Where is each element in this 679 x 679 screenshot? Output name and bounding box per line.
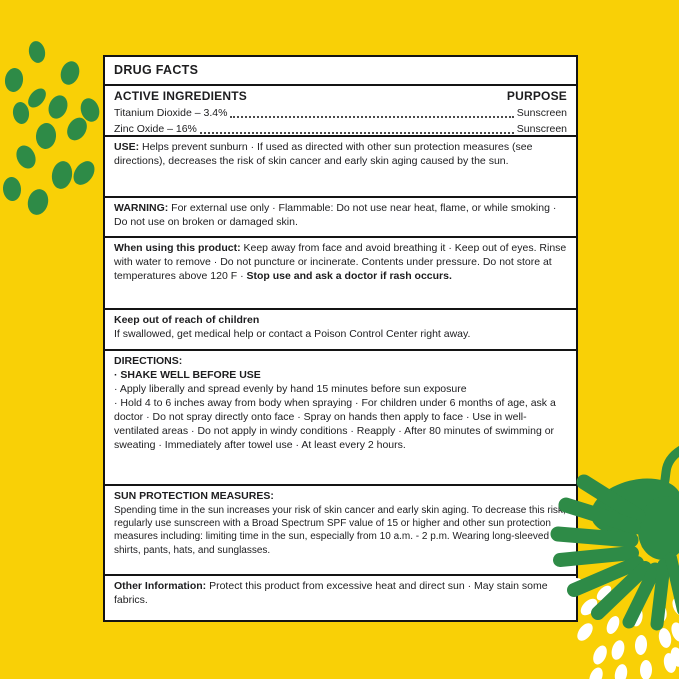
active-ingredients-section xyxy=(105,86,576,137)
warning-section xyxy=(105,198,576,238)
spray-dots-icon xyxy=(561,575,679,679)
keep-out-heading: Keep out of reach of children xyxy=(114,314,260,326)
ingredient-purpose: Sunscreen xyxy=(516,106,567,119)
ingredient-name: Zinc Oxide – 16% xyxy=(114,122,197,135)
other-info-section xyxy=(105,576,576,620)
ingredient-row xyxy=(114,107,567,121)
warning-body: For external use only · Flammable: Do not use near heat, flame, or while smoking · Do not use on broken or damaged skin. xyxy=(114,202,557,228)
when-using-tail: Stop use and ask a doctor if rash occurs. xyxy=(246,269,452,282)
warning-lead: WARNING: xyxy=(114,202,169,214)
keep-out-body: If swallowed, get medical help or contact a Poison Control Center right away. xyxy=(114,327,471,340)
drug-facts-title-row xyxy=(105,57,576,86)
ingredient-purpose: Sunscreen xyxy=(516,122,567,135)
keep-out-section xyxy=(105,310,576,351)
use-body: Helps prevent sunburn · If used as directed with other sun protection measures (see directions), decreases the risk of skin cancer and early skin aging caused by the sun. xyxy=(114,141,533,167)
directions-item: · Hold 4 to 6 inches away from body when spraying · For children under 6 months of age, ask a doctor · Do not spray directly onto face · Spray on hands then apply to face · Use in well-ventilated areas · Do not apply in windy conditions · Reapply · After 80 minutes of swimming or sweating · Immediately after towel use · At least every 2 hours. xyxy=(114,396,556,451)
sun-protection-section xyxy=(105,486,576,576)
other-info-body: Protect this product from excessive heat and direct sun · May stain some fabrics. xyxy=(114,580,548,606)
purpose-heading: PURPOSE xyxy=(506,89,567,103)
when-using-lead: When using this product: xyxy=(114,242,241,254)
drug-facts-label xyxy=(103,55,578,622)
directions-shake-line: · SHAKE WELL BEFORE USE xyxy=(114,368,261,381)
seed-dots-icon xyxy=(2,40,102,218)
when-using-section xyxy=(105,238,576,310)
sun-protection-body: Spending time in the sun increases your risk of skin cancer and early skin aging. To decrease this risk, regularly use sunscreen with a Broad Spectrum SPF value of 15 or higher and other sun protection measures including: limiting time in the sun, especially from 10 a.m. - 2 p.m. Wearing long-sleeved shirts, pants, hats, and sunglasses. xyxy=(114,504,566,556)
ingredient-row xyxy=(114,123,567,137)
use-lead: USE: xyxy=(114,141,140,153)
use-section xyxy=(105,137,576,198)
dotted-leader xyxy=(200,132,514,134)
sun-protection-heading: SUN PROTECTION MEASURES: xyxy=(114,490,274,502)
ingredient-name: Titanium Dioxide – 3.4% xyxy=(114,106,228,119)
other-info-lead: Other Information: xyxy=(114,580,207,592)
directions-item: · Apply liberally and spread evenly by hand 15 minutes before sun exposure xyxy=(114,382,467,395)
directions-heading: DIRECTIONS: xyxy=(114,355,183,367)
active-ingredients-heading: ACTIVE INGREDIENTS xyxy=(114,89,247,103)
when-using-body: Keep away from face and avoid breathing it · Keep out of eyes. Rinse with water to remove · Do not puncture or incinerate. Contents under pressure. Do not store at temperatures above 120 F · xyxy=(114,242,567,282)
dotted-leader xyxy=(230,116,513,118)
directions-section xyxy=(105,351,576,486)
drug-facts-title: DRUG FACTS xyxy=(114,63,199,78)
